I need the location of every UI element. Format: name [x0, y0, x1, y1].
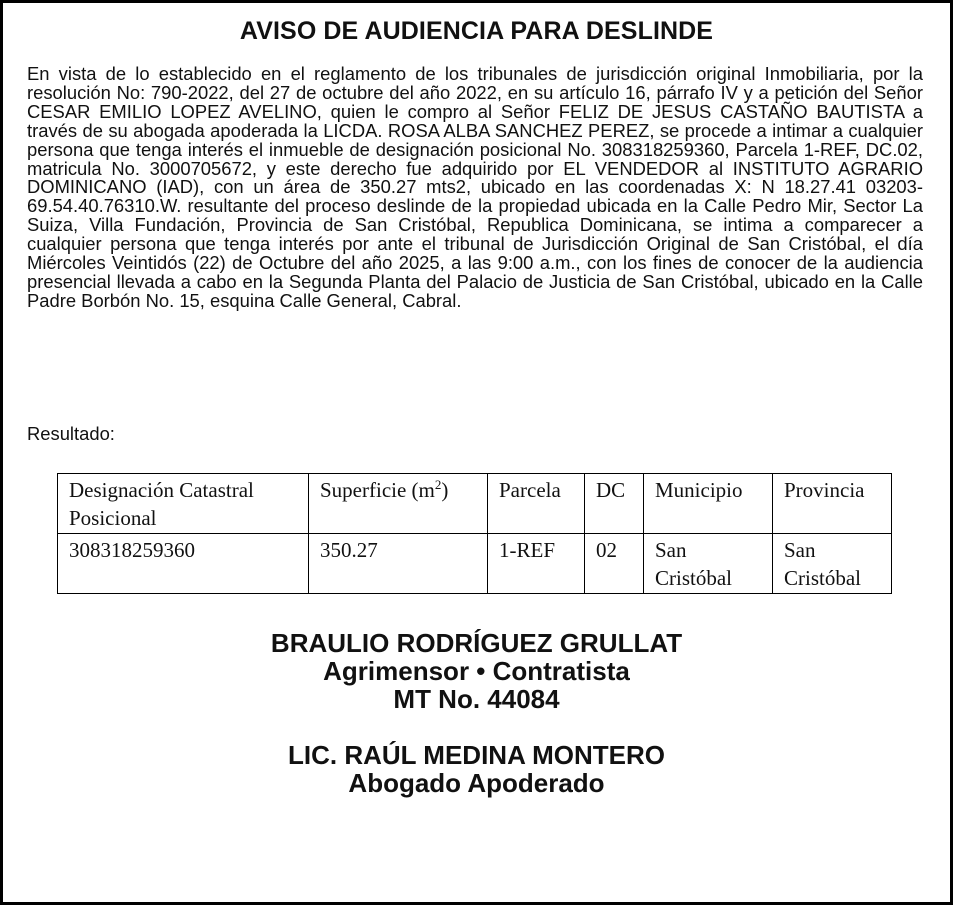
header-superficie-text: Superficie (m [320, 478, 435, 502]
agrimensor-role: Agrimensor • Contratista [323, 656, 630, 686]
cell-parcela: 1-REF [488, 534, 585, 594]
cell-superficie: 350.27 [309, 534, 488, 594]
agrimensor-signature-block [3, 629, 950, 713]
table-row [58, 534, 892, 594]
header-designacion: Designación Catastral Posicional [58, 474, 309, 534]
notice-body: En vista de lo establecido en el reglamento de los tribunales de jurisdicción original Inmobiliaria, por la resolución No: 790-2022, del 27 de octubre del año 2022, en su artículo 16, párrafo IV y a petición del Señor CESAR EMILIO LOPEZ AVELINO, quien le compro al Señor FELIZ DE JESUS CASTAÑO BAUTISTA a través de su abogada apoderada la LICDA. ROSA ALBA SANCHEZ PEREZ, se procede a intimar a cualquier persona que tenga interés el inmueble de designación posicional No. 308318259360, Parcela 1-REF, DC.02, matricula No. 3000705672, y este derecho fue adquirido por EL VENDEDOR al INSTITUTO AGRARIO DOMINICANO (IAD), con un área de 350.27 mts2, ubicado en las coordenadas X: N 18.27.41 03203-69.54.40.76310.W. resultante del proceso deslinde de la propiedad ubicada en la Calle Pedro Mir, Sector La Suiza, Villa Fundación, Provincia de San Cristóbal, Republica Dominicana, se intima a comparecer a cualquier persona que tenga interés por ante el tribunal de Jurisdicción Original de San Cristóbal, el día Miércoles Veintidós (22) de Octubre del año 2025, a las 9:00 a.m., con los fines de conocer de la audiencia presencial llevada a cabo en la Segunda Planta del Palacio de Justicia de San Cristóbal, ubicado en la Calle Padre Borbón No. 15, esquina Calle General, Cabral. [27, 63, 923, 311]
cell-provincia: San Cristóbal [773, 534, 892, 594]
abogado-name: LIC. RAÚL MEDINA MONTERO [288, 740, 665, 770]
agrimensor-license: MT No. 44084 [393, 684, 560, 714]
abogado-role: Abogado Apoderado [348, 768, 605, 798]
header-superficie-close: ) [441, 478, 449, 502]
header-provincia: Provincia [773, 474, 892, 534]
table-header-row [58, 474, 892, 534]
header-superficie [309, 474, 488, 534]
result-table [57, 473, 892, 594]
cell-dc: 02 [585, 534, 644, 594]
cell-municipio: San Cristóbal [644, 534, 773, 594]
header-dc: DC [585, 474, 644, 534]
result-label: Resultado: [27, 423, 115, 444]
abogado-signature-block [3, 741, 950, 797]
cell-designacion: 308318259360 [58, 534, 309, 594]
header-parcela: Parcela [488, 474, 585, 534]
header-municipio: Municipio [644, 474, 773, 534]
header-superficie-exponent: 2 [434, 477, 442, 492]
agrimensor-name: BRAULIO RODRÍGUEZ GRULLAT [270, 628, 683, 658]
notice-title: AVISO DE AUDIENCIA PARA DESLINDE [239, 17, 714, 45]
